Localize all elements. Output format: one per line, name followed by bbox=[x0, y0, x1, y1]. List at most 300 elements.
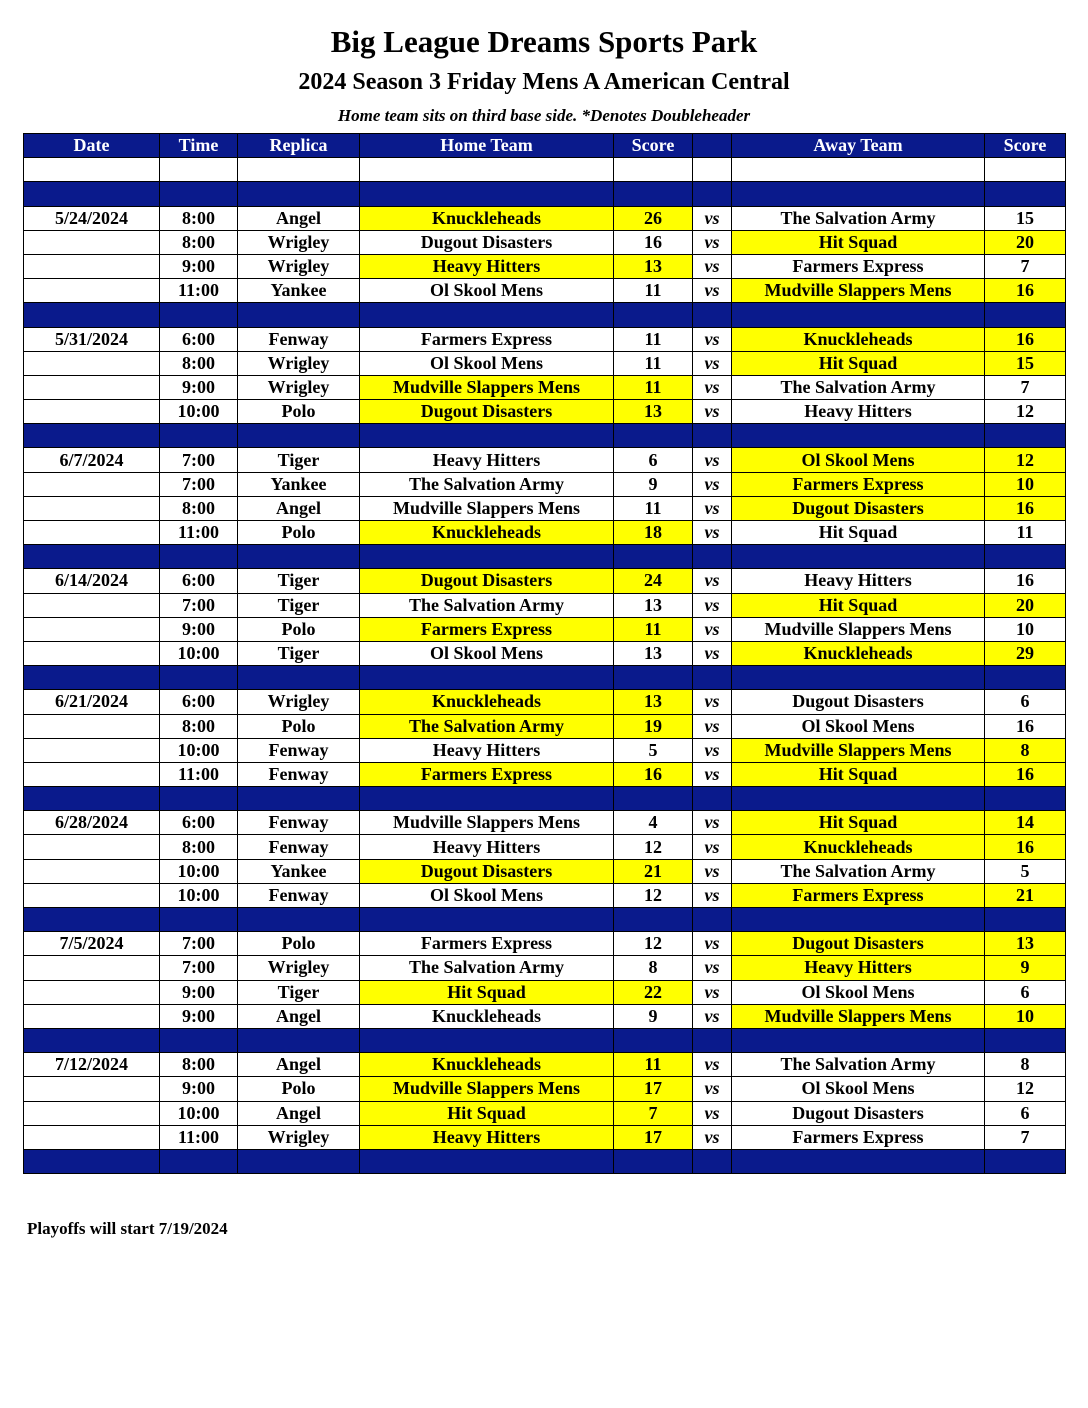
spacer-cell bbox=[360, 1149, 614, 1173]
game-row bbox=[24, 472, 1066, 496]
game-date: 5/24/2024 bbox=[24, 206, 160, 230]
game-time: 6:00 bbox=[160, 327, 238, 351]
home-team: Knuckleheads bbox=[360, 1004, 614, 1028]
home-score: 18 bbox=[614, 521, 693, 545]
home-team: The Salvation Army bbox=[360, 472, 614, 496]
spacer-cell bbox=[24, 424, 160, 448]
game-row bbox=[24, 1053, 1066, 1077]
game-time: 8:00 bbox=[160, 496, 238, 520]
game-date bbox=[24, 1125, 160, 1149]
away-score: 6 bbox=[985, 1101, 1066, 1125]
spacer-cell bbox=[24, 666, 160, 690]
home-score: 16 bbox=[614, 230, 693, 254]
home-team: The Salvation Army bbox=[360, 956, 614, 980]
spacer-cell bbox=[693, 1028, 732, 1052]
spacer-cell bbox=[985, 666, 1066, 690]
game-time: 11:00 bbox=[160, 279, 238, 303]
game-date: 6/21/2024 bbox=[24, 690, 160, 714]
game-row bbox=[24, 932, 1066, 956]
home-score: 12 bbox=[614, 883, 693, 907]
game-time: 6:00 bbox=[160, 690, 238, 714]
col-away-score: Score bbox=[985, 134, 1066, 158]
game-time: 10:00 bbox=[160, 859, 238, 883]
spacer-cell bbox=[160, 908, 238, 932]
vs-label: vs bbox=[693, 448, 732, 472]
home-score: 13 bbox=[614, 400, 693, 424]
away-team: The Salvation Army bbox=[732, 375, 985, 399]
game-row bbox=[24, 641, 1066, 665]
game-replica: Fenway bbox=[238, 883, 360, 907]
away-score: 8 bbox=[985, 1053, 1066, 1077]
vs-label: vs bbox=[693, 521, 732, 545]
col-replica: Replica bbox=[238, 134, 360, 158]
away-score: 8 bbox=[985, 738, 1066, 762]
spacer-cell bbox=[160, 787, 238, 811]
home-team: The Salvation Army bbox=[360, 593, 614, 617]
game-date bbox=[24, 472, 160, 496]
spacer-cell bbox=[693, 908, 732, 932]
spacer-cell bbox=[360, 1028, 614, 1052]
game-replica: Yankee bbox=[238, 472, 360, 496]
home-team: Heavy Hitters bbox=[360, 448, 614, 472]
spacer-cell bbox=[985, 1149, 1066, 1173]
game-date bbox=[24, 400, 160, 424]
spacer-cell bbox=[160, 1028, 238, 1052]
away-team: Ol Skool Mens bbox=[732, 980, 985, 1004]
away-score: 5 bbox=[985, 859, 1066, 883]
home-team: Heavy Hitters bbox=[360, 738, 614, 762]
vs-label: vs bbox=[693, 593, 732, 617]
game-time: 9:00 bbox=[160, 1077, 238, 1101]
spacer-cell bbox=[693, 424, 732, 448]
spacer-cell bbox=[693, 303, 732, 327]
game-date bbox=[24, 762, 160, 786]
game-time: 6:00 bbox=[160, 811, 238, 835]
spacer-cell bbox=[985, 182, 1066, 206]
spacer-cell bbox=[160, 424, 238, 448]
game-date bbox=[24, 230, 160, 254]
vs-label: vs bbox=[693, 714, 732, 738]
vs-label: vs bbox=[693, 1077, 732, 1101]
vs-label: vs bbox=[693, 472, 732, 496]
col-home-team: Home Team bbox=[360, 134, 614, 158]
spacer-cell bbox=[160, 182, 238, 206]
game-time: 7:00 bbox=[160, 932, 238, 956]
away-score: 10 bbox=[985, 472, 1066, 496]
spacer-row bbox=[24, 908, 1066, 932]
away-score: 16 bbox=[985, 569, 1066, 593]
game-row bbox=[24, 327, 1066, 351]
game-replica: Tiger bbox=[238, 980, 360, 1004]
home-score: 11 bbox=[614, 327, 693, 351]
game-replica: Fenway bbox=[238, 738, 360, 762]
home-score: 13 bbox=[614, 593, 693, 617]
game-row bbox=[24, 1125, 1066, 1149]
blank-cell bbox=[160, 158, 238, 182]
vs-label: vs bbox=[693, 375, 732, 399]
spacer-cell bbox=[614, 545, 693, 569]
spacer-cell bbox=[985, 303, 1066, 327]
away-score: 12 bbox=[985, 448, 1066, 472]
game-replica: Fenway bbox=[238, 835, 360, 859]
vs-label: vs bbox=[693, 883, 732, 907]
spacer-cell bbox=[360, 666, 614, 690]
vs-label: vs bbox=[693, 859, 732, 883]
home-team: Mudville Slappers Mens bbox=[360, 811, 614, 835]
spacer-cell bbox=[160, 545, 238, 569]
home-score: 12 bbox=[614, 835, 693, 859]
spacer-cell bbox=[614, 424, 693, 448]
game-date bbox=[24, 617, 160, 641]
blank-cell bbox=[985, 158, 1066, 182]
home-team: Ol Skool Mens bbox=[360, 883, 614, 907]
game-time: 10:00 bbox=[160, 400, 238, 424]
game-time: 8:00 bbox=[160, 230, 238, 254]
game-date: 7/5/2024 bbox=[24, 932, 160, 956]
spacer-cell bbox=[24, 908, 160, 932]
spacer-cell bbox=[732, 303, 985, 327]
spacer-cell bbox=[160, 666, 238, 690]
home-score: 6 bbox=[614, 448, 693, 472]
vs-label: vs bbox=[693, 1101, 732, 1125]
game-time: 9:00 bbox=[160, 254, 238, 278]
game-time: 7:00 bbox=[160, 956, 238, 980]
away-score: 29 bbox=[985, 641, 1066, 665]
home-score: 13 bbox=[614, 690, 693, 714]
game-replica: Yankee bbox=[238, 279, 360, 303]
home-score: 9 bbox=[614, 1004, 693, 1028]
spacer-cell bbox=[24, 545, 160, 569]
game-date bbox=[24, 521, 160, 545]
game-time: 11:00 bbox=[160, 762, 238, 786]
away-team: Farmers Express bbox=[732, 472, 985, 496]
vs-label: vs bbox=[693, 569, 732, 593]
away-team: Hit Squad bbox=[732, 593, 985, 617]
game-replica: Tiger bbox=[238, 448, 360, 472]
home-score: 11 bbox=[614, 1053, 693, 1077]
game-time: 8:00 bbox=[160, 1053, 238, 1077]
col-away-team: Away Team bbox=[732, 134, 985, 158]
away-team: Hit Squad bbox=[732, 230, 985, 254]
spacer-cell bbox=[985, 545, 1066, 569]
away-score: 21 bbox=[985, 883, 1066, 907]
home-score: 11 bbox=[614, 375, 693, 399]
page-title: Big League Dreams Sports Park bbox=[330, 24, 758, 59]
spacer-cell bbox=[614, 787, 693, 811]
spacer-cell bbox=[238, 545, 360, 569]
home-team: Farmers Express bbox=[360, 327, 614, 351]
away-score: 16 bbox=[985, 279, 1066, 303]
col-date: Date bbox=[24, 134, 160, 158]
spacer-cell bbox=[732, 1149, 985, 1173]
home-score: 21 bbox=[614, 859, 693, 883]
game-time: 9:00 bbox=[160, 617, 238, 641]
blank-row bbox=[24, 158, 1066, 182]
spacer-cell bbox=[985, 787, 1066, 811]
away-team: Mudville Slappers Mens bbox=[732, 738, 985, 762]
away-team: Hit Squad bbox=[732, 521, 985, 545]
spacer-cell bbox=[614, 1149, 693, 1173]
vs-label: vs bbox=[693, 980, 732, 1004]
home-score: 13 bbox=[614, 641, 693, 665]
game-date bbox=[24, 254, 160, 278]
game-row bbox=[24, 738, 1066, 762]
away-score: 16 bbox=[985, 762, 1066, 786]
game-date bbox=[24, 279, 160, 303]
spacer-cell bbox=[732, 666, 985, 690]
spacer-cell bbox=[24, 787, 160, 811]
game-time: 9:00 bbox=[160, 1004, 238, 1028]
spacer-cell bbox=[238, 424, 360, 448]
vs-label: vs bbox=[693, 351, 732, 375]
home-score: 13 bbox=[614, 254, 693, 278]
vs-label: vs bbox=[693, 327, 732, 351]
spacer-row bbox=[24, 1149, 1066, 1173]
spacer-cell bbox=[360, 787, 614, 811]
home-score: 8 bbox=[614, 956, 693, 980]
vs-label: vs bbox=[693, 1053, 732, 1077]
vs-label: vs bbox=[693, 617, 732, 641]
away-team: Farmers Express bbox=[732, 883, 985, 907]
home-score: 16 bbox=[614, 762, 693, 786]
game-row bbox=[24, 1004, 1066, 1028]
home-team: Mudville Slappers Mens bbox=[360, 1077, 614, 1101]
game-replica: Angel bbox=[238, 496, 360, 520]
vs-label: vs bbox=[693, 400, 732, 424]
away-team: Heavy Hitters bbox=[732, 400, 985, 424]
game-row bbox=[24, 714, 1066, 738]
spacer-cell bbox=[360, 545, 614, 569]
home-score: 9 bbox=[614, 472, 693, 496]
game-replica: Tiger bbox=[238, 641, 360, 665]
col-home-score: Score bbox=[614, 134, 693, 158]
game-row bbox=[24, 448, 1066, 472]
vs-label: vs bbox=[693, 1125, 732, 1149]
home-team: Dugout Disasters bbox=[360, 569, 614, 593]
page-subtitle: 2024 Season 3 Friday Mens A American Central bbox=[298, 69, 790, 95]
vs-label: vs bbox=[693, 811, 732, 835]
spacer-cell bbox=[732, 182, 985, 206]
home-team: Knuckleheads bbox=[360, 690, 614, 714]
game-date: 6/28/2024 bbox=[24, 811, 160, 835]
spacer-cell bbox=[160, 303, 238, 327]
spacer-cell bbox=[985, 908, 1066, 932]
away-team: Mudville Slappers Mens bbox=[732, 617, 985, 641]
home-score: 24 bbox=[614, 569, 693, 593]
spacer-cell bbox=[732, 424, 985, 448]
spacer-cell bbox=[732, 908, 985, 932]
game-row bbox=[24, 1077, 1066, 1101]
home-score: 12 bbox=[614, 932, 693, 956]
spacer-cell bbox=[693, 182, 732, 206]
game-date: 7/12/2024 bbox=[24, 1053, 160, 1077]
game-time: 6:00 bbox=[160, 569, 238, 593]
spacer-cell bbox=[693, 1149, 732, 1173]
home-score: 11 bbox=[614, 617, 693, 641]
away-score: 7 bbox=[985, 375, 1066, 399]
game-date bbox=[24, 593, 160, 617]
game-time: 11:00 bbox=[160, 521, 238, 545]
home-score: 17 bbox=[614, 1125, 693, 1149]
game-replica: Wrigley bbox=[238, 1125, 360, 1149]
away-score: 16 bbox=[985, 496, 1066, 520]
col-vs bbox=[693, 134, 732, 158]
away-score: 11 bbox=[985, 521, 1066, 545]
game-row bbox=[24, 279, 1066, 303]
game-time: 9:00 bbox=[160, 980, 238, 1004]
spacer-cell bbox=[24, 1149, 160, 1173]
game-time: 8:00 bbox=[160, 835, 238, 859]
away-team: The Salvation Army bbox=[732, 206, 985, 230]
game-row bbox=[24, 230, 1066, 254]
game-date: 6/14/2024 bbox=[24, 569, 160, 593]
away-score: 7 bbox=[985, 254, 1066, 278]
vs-label: vs bbox=[693, 641, 732, 665]
away-score: 7 bbox=[985, 1125, 1066, 1149]
away-score: 20 bbox=[985, 593, 1066, 617]
game-row bbox=[24, 956, 1066, 980]
home-score: 22 bbox=[614, 980, 693, 1004]
away-score: 15 bbox=[985, 206, 1066, 230]
home-score: 5 bbox=[614, 738, 693, 762]
spacer-cell bbox=[732, 1028, 985, 1052]
game-row bbox=[24, 521, 1066, 545]
game-replica: Fenway bbox=[238, 762, 360, 786]
home-team: Dugout Disasters bbox=[360, 400, 614, 424]
playoffs-note: Playoffs will start 7/19/2024 bbox=[27, 1219, 228, 1238]
home-team: Farmers Express bbox=[360, 932, 614, 956]
spacer-row bbox=[24, 303, 1066, 327]
vs-label: vs bbox=[693, 254, 732, 278]
spacer-cell bbox=[614, 908, 693, 932]
game-date bbox=[24, 1077, 160, 1101]
game-time: 7:00 bbox=[160, 593, 238, 617]
spacer-cell bbox=[693, 787, 732, 811]
game-time: 8:00 bbox=[160, 714, 238, 738]
home-team: Knuckleheads bbox=[360, 206, 614, 230]
spacer-cell bbox=[985, 424, 1066, 448]
spacer-cell bbox=[160, 1149, 238, 1173]
game-replica: Polo bbox=[238, 521, 360, 545]
game-row bbox=[24, 883, 1066, 907]
game-replica: Wrigley bbox=[238, 230, 360, 254]
spacer-cell bbox=[24, 182, 160, 206]
spacer-cell bbox=[24, 1028, 160, 1052]
away-score: 13 bbox=[985, 932, 1066, 956]
away-team: Heavy Hitters bbox=[732, 956, 985, 980]
game-date bbox=[24, 859, 160, 883]
header-row bbox=[24, 134, 1066, 158]
game-row bbox=[24, 569, 1066, 593]
game-replica: Wrigley bbox=[238, 351, 360, 375]
home-team: Hit Squad bbox=[360, 1101, 614, 1125]
blank-cell bbox=[238, 158, 360, 182]
home-team: Knuckleheads bbox=[360, 1053, 614, 1077]
away-score: 12 bbox=[985, 1077, 1066, 1101]
home-team: Heavy Hitters bbox=[360, 835, 614, 859]
home-team: Heavy Hitters bbox=[360, 254, 614, 278]
spacer-cell bbox=[238, 1028, 360, 1052]
away-team: Mudville Slappers Mens bbox=[732, 279, 985, 303]
spacer-cell bbox=[614, 1028, 693, 1052]
game-time: 10:00 bbox=[160, 883, 238, 907]
game-row bbox=[24, 811, 1066, 835]
game-date bbox=[24, 375, 160, 399]
away-score: 6 bbox=[985, 690, 1066, 714]
vs-label: vs bbox=[693, 738, 732, 762]
game-replica: Wrigley bbox=[238, 956, 360, 980]
game-time: 10:00 bbox=[160, 1101, 238, 1125]
spacer-row bbox=[24, 182, 1066, 206]
vs-label: vs bbox=[693, 835, 732, 859]
spacer-cell bbox=[614, 303, 693, 327]
game-date: 6/7/2024 bbox=[24, 448, 160, 472]
vs-label: vs bbox=[693, 762, 732, 786]
game-time: 9:00 bbox=[160, 375, 238, 399]
game-row bbox=[24, 835, 1066, 859]
game-row bbox=[24, 762, 1066, 786]
game-time: 7:00 bbox=[160, 448, 238, 472]
home-team: Farmers Express bbox=[360, 617, 614, 641]
blank-cell bbox=[360, 158, 614, 182]
away-score: 15 bbox=[985, 351, 1066, 375]
game-row bbox=[24, 496, 1066, 520]
game-row bbox=[24, 617, 1066, 641]
game-replica: Yankee bbox=[238, 859, 360, 883]
spacer-cell bbox=[360, 182, 614, 206]
game-row bbox=[24, 206, 1066, 230]
home-team: Dugout Disasters bbox=[360, 859, 614, 883]
col-time: Time bbox=[160, 134, 238, 158]
vs-label: vs bbox=[693, 496, 732, 520]
spacer-cell bbox=[238, 666, 360, 690]
spacer-cell bbox=[985, 1028, 1066, 1052]
game-time: 8:00 bbox=[160, 206, 238, 230]
home-score: 11 bbox=[614, 496, 693, 520]
blank-cell bbox=[614, 158, 693, 182]
away-team: Dugout Disasters bbox=[732, 932, 985, 956]
spacer-row bbox=[24, 545, 1066, 569]
schedule-body bbox=[24, 158, 1066, 1174]
vs-label: vs bbox=[693, 279, 732, 303]
game-date bbox=[24, 714, 160, 738]
spacer-cell bbox=[238, 182, 360, 206]
blank-cell bbox=[24, 158, 160, 182]
home-team: Heavy Hitters bbox=[360, 1125, 614, 1149]
home-score: 4 bbox=[614, 811, 693, 835]
game-date bbox=[24, 496, 160, 520]
away-team: Hit Squad bbox=[732, 762, 985, 786]
home-team: Dugout Disasters bbox=[360, 230, 614, 254]
game-replica: Angel bbox=[238, 206, 360, 230]
home-team: Hit Squad bbox=[360, 980, 614, 1004]
home-team: Farmers Express bbox=[360, 762, 614, 786]
vs-label: vs bbox=[693, 230, 732, 254]
away-score: 12 bbox=[985, 400, 1066, 424]
game-row bbox=[24, 690, 1066, 714]
spacer-cell bbox=[732, 787, 985, 811]
home-team: Ol Skool Mens bbox=[360, 351, 614, 375]
home-score: 11 bbox=[614, 351, 693, 375]
home-team: The Salvation Army bbox=[360, 714, 614, 738]
spacer-cell bbox=[614, 182, 693, 206]
away-team: Farmers Express bbox=[732, 1125, 985, 1149]
game-replica: Angel bbox=[238, 1101, 360, 1125]
game-row bbox=[24, 859, 1066, 883]
spacer-cell bbox=[614, 666, 693, 690]
away-team: Mudville Slappers Mens bbox=[732, 1004, 985, 1028]
away-score: 16 bbox=[985, 327, 1066, 351]
